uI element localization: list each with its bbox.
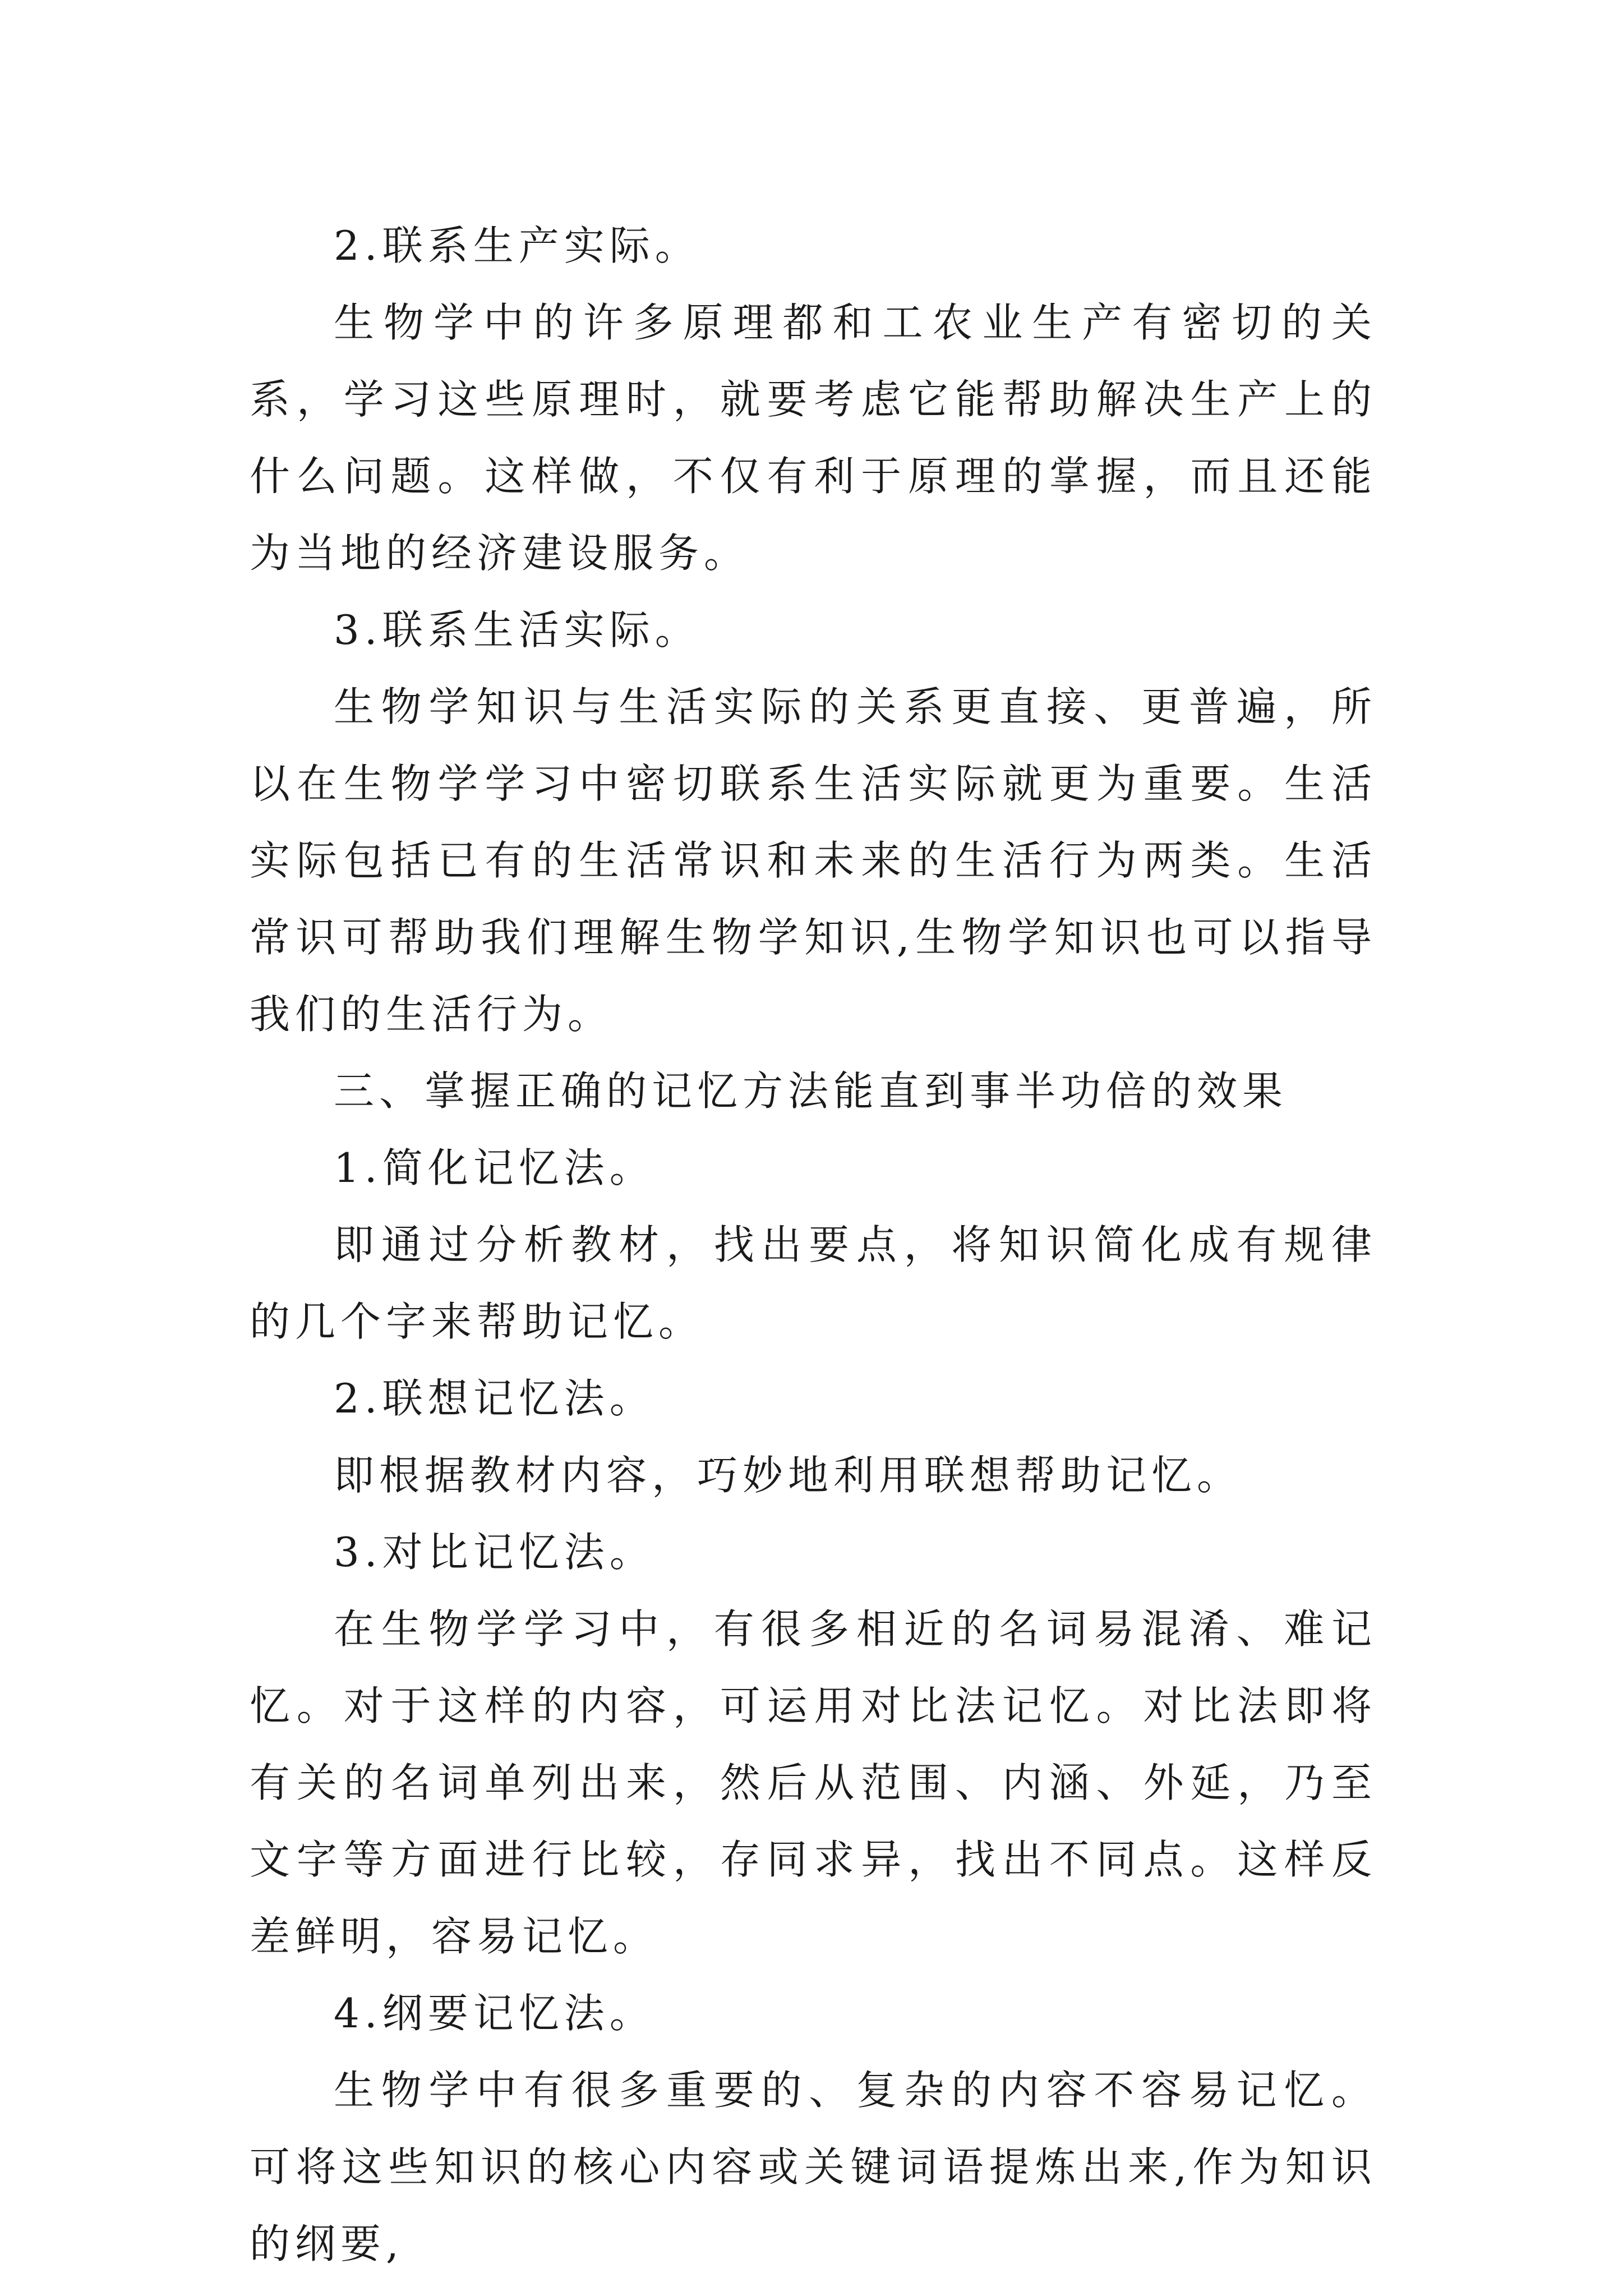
document-body <box>250 208 1377 2283</box>
section-heading: 4.纲要记忆法。 <box>334 1990 655 2037</box>
section-heading: 1.简化记忆法。 <box>334 1144 655 1191</box>
body-paragraph: 在生物学学习中，有很多相近的名词易混淆、难记忆。对于这样的内容，可运用对比法记忆。对比法即将有关的名词单列出来，然后从范围、内涵、外延，乃至文字等方面进行比较，存同求异，找出不同点。这样反差鲜明，容易记忆。 <box>250 1605 1377 1960</box>
body-paragraph: 生物学中的许多原理都和工农业生产有密切的关系，学习这些原理时，就要考虑它能帮助解决生产上的什么问题。这样做，不仅有利于原理的掌握，而且还能为当地的经济建设服务。 <box>250 299 1377 577</box>
body-paragraph: 即通过分析教材，找出要点，将知识简化成有规律的几个字来帮助记忆。 <box>250 1221 1377 1345</box>
chapter-heading: 三、掌握正确的记忆方法能直到事半功倍的效果 <box>334 1068 1288 1115</box>
section-heading: 3.对比记忆法。 <box>334 1529 655 1576</box>
section-heading: 3.联系生活实际。 <box>334 606 700 654</box>
section-heading: 2.联想记忆法。 <box>334 1375 655 1422</box>
section-heading: 2.联系生产实际。 <box>334 222 700 269</box>
body-paragraph: 生物学知识与生活实际的关系更直接、更普遍，所以在生物学学习中密切联系生活实际就更为重要。生活实际包括已有的生活常识和未来的生活行为两类。生活常识可帮助我们理解生物学知识,生物学知识也可以指导我们的生活行为。 <box>250 683 1377 1038</box>
body-paragraph: 即根据教材内容，巧妙地利用联想帮助记忆。 <box>334 1452 1243 1499</box>
body-paragraph: 生物学中有很多重要的、复杂的内容不容易记忆。可将这些知识的核心内容或关键词语提炼出来,作为知识的纲要, <box>250 2067 1377 2267</box>
